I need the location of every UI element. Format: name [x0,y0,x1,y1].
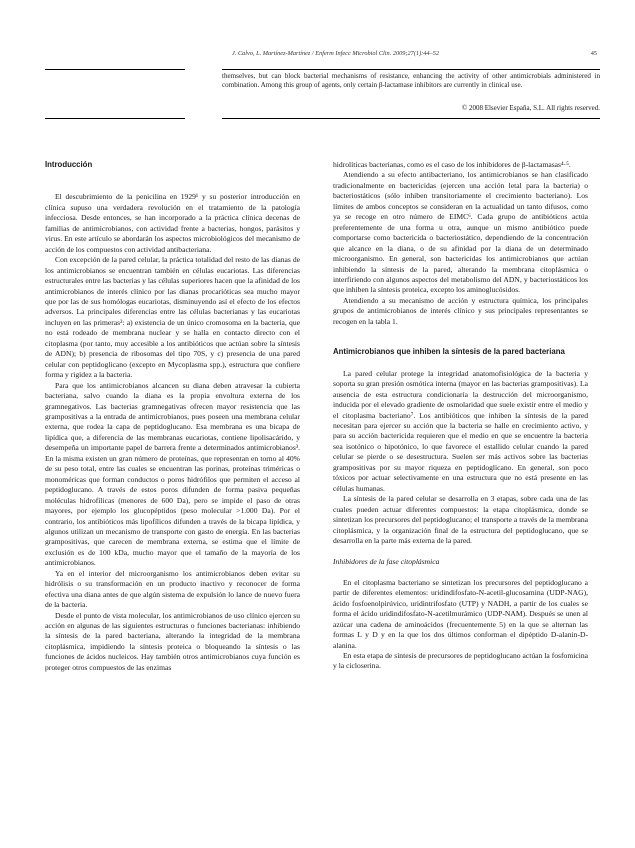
copyright-line: © 2008 Elsevier España, S.L. All rights reserved. [461,104,600,112]
intro-paragraph-3: Para que los antimicrobianos alcancen su diana deben atravesar la cubierta bacteriana, salvo cuando la diana es la propia envoltura externa de los gramnegativos. Las bacterias gramnegativas ofrecen mayor resistencia que las grampositivas a la entrada de antimicrobianos, pues poseen una membrana celular externa, que rodea la capa de peptidoglucano. Esa membrana es una bicapa de lipídica que, a diferencia de las membranas eucariotas, contiene lipolisacárido, y desempeña un importante papel de barrera frente a determinados antimicrobianos³. En la misma existen un gran número de proteínas, que representan en torno al 40% de su peso total, entre las cuales se encuentran las porinas, proteínas triméricas o monoméricas que forman conductos o poros hidrófilos que permiten el acceso al peptidoglucano. A través de estos poros difunden de forma pasiva pequeñas moléculas hidrofílicas (menores de 600 Da), pero se impide el paso de otras mayores, por ejemplo los glucopéptidos (peso molecular >1.000 Da). Por el contrario, los antibióticos más lipofílicos difunden a través de la bicapa lipídica, y algunos utilizan un mecanismo de transporte con gasto de energía. En las bacterias grampositivas, que carecen de membrana externa, se estima que el límite de exclusión es de 100 kDa, mucho mayor que el tamaño de la mayoría de los antimicrobianos. [45,380,300,568]
header-rule-right [222,69,600,70]
right-paragraph-3: Atendiendo a su mecanismo de acción y estructura química, los principales grupos de antimicrobianos de interés clínico y sus principales representantes se recogen en la tabla 1. [333,295,588,326]
abstract-tail: themselves, but can block bacterial mechanisms of resistance, enhancing the activity of other antimicrobials administered in combination. Among this group of agents, only certain β-lactamase inhibitors are currently in clinical use. [222,72,600,90]
header-rule-left [45,69,185,70]
right-paragraph-1: hidrolíticas bacterianas, como es el caso de los inhibidores de β-lactamasas⁴·⁵. [333,160,571,169]
abstract-rule-left [45,118,185,119]
intro-paragraph-4: Ya en el interior del microorganismo los antimicrobianos deben evitar su hidrólisis o su transformación en un producto inactivo y reconocer de forma efectiva una diana antes de que algún sistema de expulsión lo lance de nuevo fuera de la bacteria. [45,568,300,610]
running-head [232,50,597,57]
left-column [45,160,300,673]
intro-paragraph-1: El descubrimiento de la penicilina en 1929¹ y su posterior introducción en clínica supuso una verdadera revolución en el tratamiento de la patología infecciosa. Desde entonces, se han incorporado a la práctica clínica decenas de familias de antimicrobianos, con actividad frente a bacterias, hongos, parásitos y virus. En este artículo se abordarán los aspectos microbiológicos del mecanismo de acción de los compuestos con actividad antibacteriana. [45,192,300,254]
right-paragraph-4: La pared celular protege la integridad anatomofisiológica de la bacteria y soporta su gran presión osmótica interna (mayor en las bacterias grampositivas). La ausencia de esta estructura condicionaría la destrucción del microorganismo, inducida por el elevado gradiente de osmolaridad que suele existir entre el medio y el citoplasma bacteriano⁷. Los antibióticos que inhiben la síntesis de la pared necesitan para ejercer su acción que la bacteria se halle en crecimiento activo, y para su acción bactericida requieren que el medio en que se encuentre la bacteria sea isotónico o hipotónico, lo que favorece el estallido celular cuando la pared celular se pierde o se desestructura. Suelen ser más activos sobre las bacterias grampositivas por su mayor riqueza en peptidoglicano. En general, son poco tóxicos por actuar selectivamente en una estructura que no está presente en las células humanas. [333,368,588,493]
section-heading-intro: Introducción [45,160,93,169]
right-paragraph-5: La síntesis de la pared celular se desarrolla en 3 etapas, sobre cada una de las cuales pueden actuar diferentes compuestos: la etapa citoplásmica, donde se sintetizan los precursores del peptidoglucano; el transporte a través de la membrana citoplásmica, y la organización final de la estructura del peptidoglucano, que se desarrolla en la parte más externa de la pared. [333,494,588,545]
page-number: 45 [590,50,597,57]
right-paragraph-7: En esta etapa de síntesis de precursores de peptidoglucano actúan la fosfomicina y la cicloserina. [333,651,588,671]
right-paragraph-2: Atendiendo a su efecto antibacteriano, los antimicrobianos se han clasificado tradicionalmente en bactericidas (ejercen una acción letal para la bacteria) o bacteriostáticos (sólo inhiben transitoriamente el crecimiento bacteriano). Los límites de ambos conceptos se consideran en la actualidad un tanto difusos, como ya se recoge en otro número de EIMC⁶. Cada grupo de antibióticos actúa preferentemente de una forma u otra, aunque un mismo antibiótico puede comportarse como bactericida o bacteriostático, dependiendo de la concentración que alcance en la diana, o de su afinidad por la diana de un determinado microorganismo. En general, son bactericidas los antimicrobianos que actúan inhibiendo la síntesis de la pared, alterando la membrana citoplásmica o interfiriendo con algunos aspectos del metabolismo del ADN, y bacteriostáticos los que inhiben la síntesis proteica, excepto los aminoglucósidos. [333,170,588,295]
right-column [333,160,588,672]
right-paragraph-6: En el citoplasma bacteriano se sintetizan los precursores del peptidoglucano a partir de diferentes elementos: uridindifosfato-N-acetil-glucosamina (UDP-NAG), ácido fosfoenolpirúvico, uridintrifosfato (UTP) y NADH, a partir de los cuales se forma el ácido uridindifosfato-N-acetilmurámico (UDP-NAM). Después se unen al azúcar una cadena de aminoácidos (frecuentemente 5) en la que se alternan las formas L y D y en la que los dos últimos conforman el dipéptido D-alanin-D-alanina. [333,577,588,650]
intro-paragraph-2: Con excepción de la pared celular, la práctica totalidad del resto de las dianas de los antimicrobianos se encuentran también en células eucariotas. Las diferencias estructurales entre las bacterias y las células superiores hacen que la afinidad de los antimicrobianos de interés clínico por las dianas procarióticas sea mucho mayor que por las de sus homólogas eucariotas, disminuyendo así el efecto de los efectos adversos. La principales diferencias entre las células bacterianas y las eucariotas incluyen en las primeras²: a) existencia de un único cromosoma en la bacteria, que no está rodeado de membrana nuclear y se halla en contacto directo con el citoplasma (por tanto, muy accesible a los antibióticos que actúan sobre la síntesis de ADN); b) presencia de ribosomas del tipo 70S, y c) presencia de una pared celular con peptidoglicano (excepto en Mycoplasma spp.), estructura que confiere forma y rigidez a la bacteria. [45,255,300,380]
abstract-rule-right [222,118,600,119]
journal-citation: J. Calvo, L. Martínez-Martínez / Enferm Infecc Microbiol Clin. 2009;27(1):44–52 [232,50,440,57]
intro-paragraph-5: Desde el punto de vista molecular, los antimicrobianos de uso clínico ejercen su acción en algunas de las siguientes estructuras o funciones bacterianas: inhibiendo la síntesis de la pared bacteriana, alterando la integridad de la membrana citoplásmica, impidiendo la síntesis proteica o bloqueando la síntesis o las funciones de ácidos nucleicos. Hay también otros antimicrobianos cuya función es proteger otros compuestos de las enzimas [45,610,300,672]
subsection-heading-cytoplasmic: Inhibidores de la fase citoplásmica [333,557,440,567]
section-heading-cell-wall: Antimicrobianos que inhiben la síntesis de la pared bacteriana [333,347,565,357]
